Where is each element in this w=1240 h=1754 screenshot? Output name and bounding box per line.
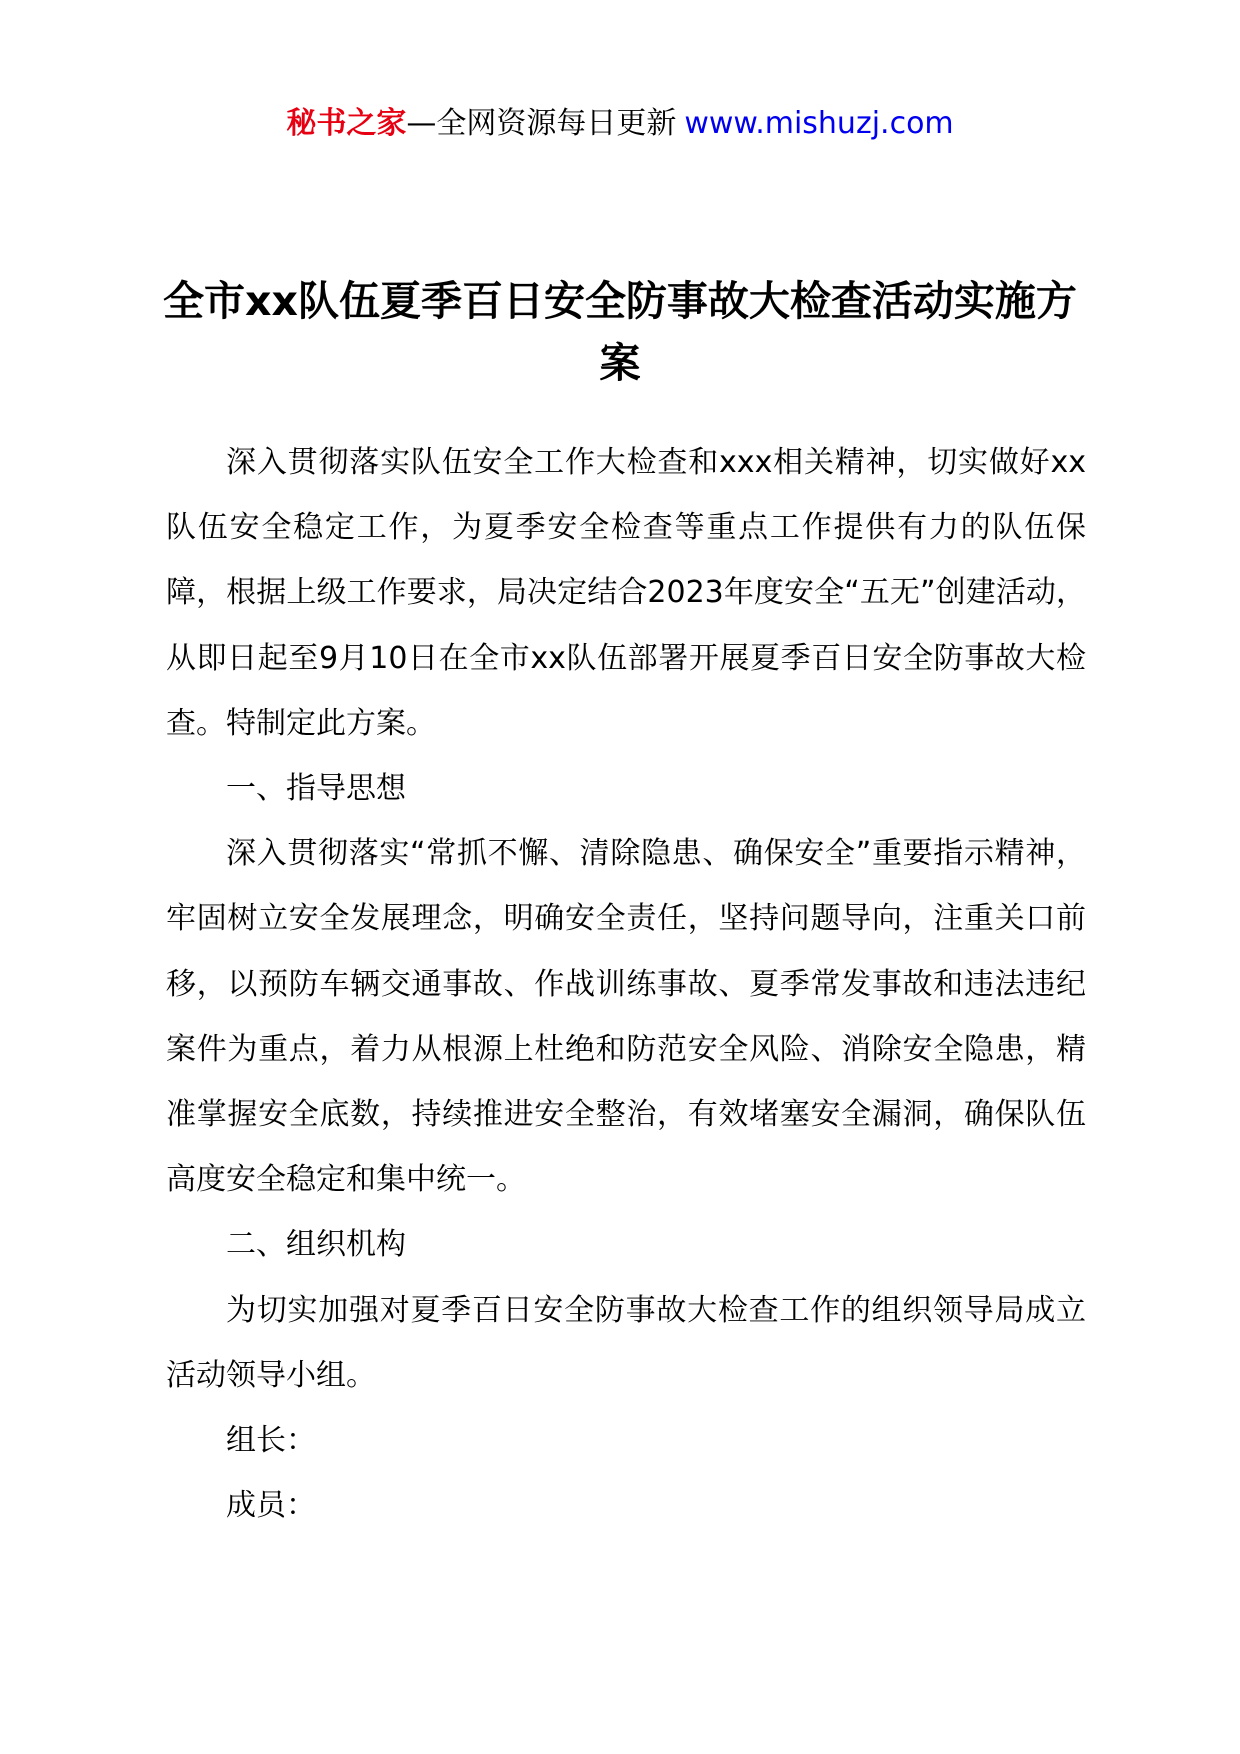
group-leader-line: 组长： (226, 1423, 316, 1459)
organization-paragraph: 为切实加强对夏季百日安全防事故大检查工作的组织领导局成立活动领导小组。 (166, 1292, 1086, 1393)
site-header (0, 104, 1240, 144)
document-body (166, 430, 1086, 1538)
section-heading-organization: 二、组织机构 (226, 1227, 406, 1263)
section-heading-guiding-ideology: 一、指导思想 (226, 771, 406, 807)
guiding-ideology-paragraph: 深入贯彻落实“常抓不懈、清除隐患、确保安全”重要指示精神，牢固树立安全发展理念，明确安全责任，坚持问题导向，注重关口前移，以预防车辆交通事故、作战训练事故、夏季常发事故和违法违纪案件为重点，着力从根源上杜绝和防范安全风险、消除安全隐患，精准掌握安全底数，持续推进安全整治，有效堵塞安全漏洞，确保队伍高度安全稳定和集中统一。 (166, 836, 1086, 1198)
intro-paragraph: 深入贯彻落实队伍安全工作大检查和xxx相关精神，切实做好xx队伍安全稳定工作，为夏季安全检查等重点工作提供有力的队伍保障，根据上级工作要求，局决定结合2023年度安全“五无”创建活动，从即日起至9月10日在全市xx队伍部署开展夏季百日安全防事故大检查。特制定此方案。 (166, 445, 1086, 741)
document-title: 全市xx队伍夏季百日安全防事故大检查活动实施方案 (163, 277, 1077, 387)
header-slogan: —全网资源每日更新 (406, 106, 677, 141)
site-url-link[interactable]: www.mishuzj.com (684, 106, 954, 141)
members-line: 成员： (226, 1488, 316, 1524)
brand-name: 秘书之家 (286, 106, 407, 141)
